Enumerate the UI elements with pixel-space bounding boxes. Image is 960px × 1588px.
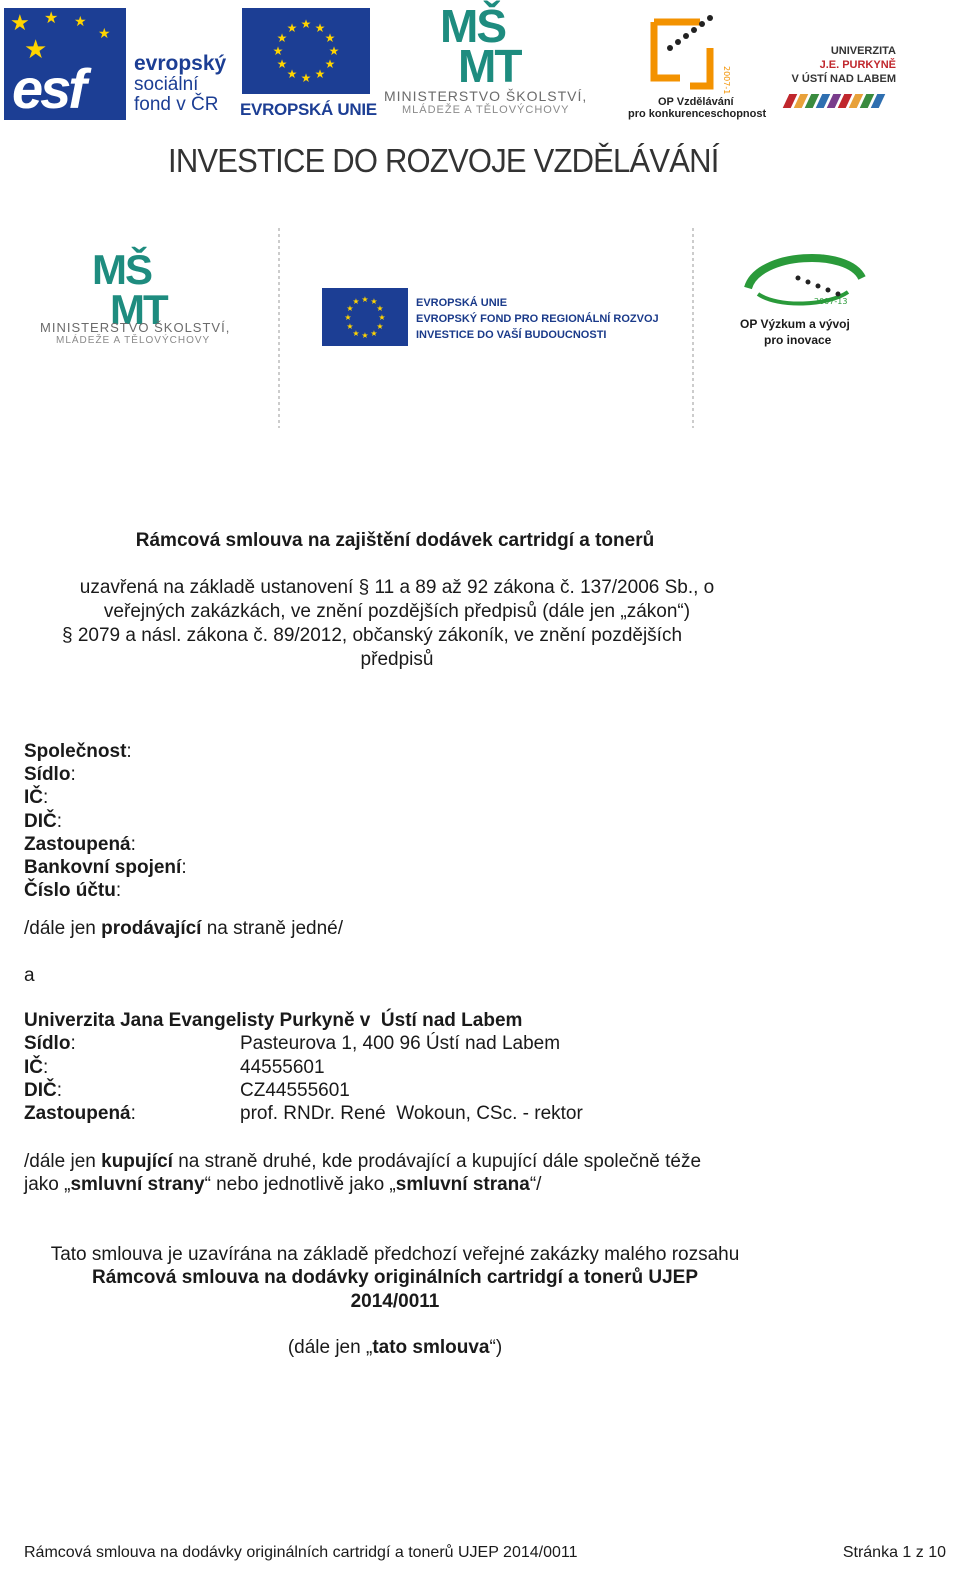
svg-text:★: ★ (324, 57, 336, 71)
field-colon: : (43, 787, 49, 809)
field-label-text: Sídlo (24, 1033, 71, 1055)
field-label (24, 1102, 240, 1125)
svg-text:★: ★ (376, 322, 384, 331)
field-label: DIČ (24, 810, 57, 832)
op-vzdelavani-text (628, 96, 766, 120)
svg-text:★: ★ (276, 57, 288, 71)
field-label (24, 1079, 240, 1102)
eu-fund-line1: EVROPSKÁ UNIE (416, 297, 508, 309)
buyer-field-row (24, 1102, 583, 1125)
msmt-mark-bottom: MT (458, 40, 521, 92)
note-bold: kupující (101, 1151, 173, 1172)
seller-field-row (24, 763, 187, 786)
eu-fund-text (416, 295, 659, 343)
seller-field-row (24, 810, 187, 833)
field-label-text: DIČ (24, 1079, 57, 1101)
field-colon: : (130, 833, 136, 855)
msmt-mark-top: MŠ (440, 0, 505, 52)
page-number: Stránka 1 z 10 (842, 1544, 946, 1561)
svg-text:★: ★ (300, 17, 312, 31)
note-bold: smluvní strana (395, 1174, 530, 1196)
field-colon: : (70, 764, 76, 786)
op2-years: 2007-13 (814, 297, 848, 306)
ujep-stripes-icon (786, 94, 885, 113)
buyer-field-row (24, 1079, 583, 1102)
msmt-logo-2 (92, 246, 167, 333)
ujep-line3: V ÚSTÍ NAD LABEM (791, 73, 896, 85)
svg-text:★: ★ (314, 67, 326, 81)
msmt2-line2: MLÁDEŽE A TĚLOVÝCHOVY (56, 335, 211, 346)
separator (692, 228, 694, 428)
page-footer (24, 1544, 946, 1562)
esf-line3: fond v ČR (134, 94, 219, 115)
msmt-line2: MLÁDEŽE A TĚLOVÝCHOVY (402, 104, 570, 116)
conjunction: a (24, 965, 35, 986)
buyer-field-row (24, 1056, 583, 1079)
note-text: “ nebo jednotlivě jako „ (204, 1174, 396, 1196)
seller-field-row (24, 740, 187, 763)
note-text: “/ (529, 1174, 542, 1196)
field-colon: : (115, 880, 122, 902)
basis-line: Tato smlouva je uzavírána na základě předchozí veřejné zakázky malého rozsahu (50, 1244, 740, 1265)
star-icon: ★ (98, 25, 111, 41)
svg-text:★: ★ (370, 329, 378, 338)
intro-line: uzavřená na základě ustanovení § 11 a 89 až 92 zákona č. 137/2006 Sb., o (79, 577, 715, 598)
field-colon: : (126, 741, 132, 762)
field-colon: : (181, 857, 187, 879)
investice-banner: INVESTICE DO ROZVOJE VZDĚLÁVÁNÍ (168, 142, 719, 180)
field-label: IČ (24, 787, 43, 809)
field-value: 44555601 (240, 1056, 325, 1078)
field-label: Společnost (24, 741, 127, 762)
msmt-line1: MINISTERSTVO ŠKOLSTVÍ, (384, 88, 588, 104)
short-name-bold: tato smlouva (372, 1337, 490, 1358)
star-icon: ★ (24, 34, 48, 64)
svg-text:★: ★ (272, 44, 284, 58)
note-text: /dále jen (24, 1151, 102, 1172)
msmt-text-2 (40, 320, 230, 346)
field-colon: : (70, 1033, 76, 1055)
svg-text:★: ★ (370, 297, 378, 306)
msmt2-line1: MINISTERSTVO ŠKOLSTVÍ, (40, 320, 231, 335)
field-colon: : (56, 810, 63, 832)
esf-logo (4, 8, 126, 120)
field-label-text: Zastoupená (24, 1103, 131, 1125)
seller-fields (24, 740, 187, 902)
note-bold: prodávající (101, 918, 202, 939)
short-name-text: “) (489, 1337, 503, 1358)
star-icon: ★ (10, 10, 30, 35)
op1-years: 2007-13 (722, 66, 731, 94)
seller-field-row (24, 856, 187, 879)
eu-caption: EVROPSKÁ UNIE (240, 100, 377, 119)
field-label-text: IČ (24, 1056, 43, 1078)
op-vzdelavani-logo (620, 8, 767, 120)
footer-title: Rámcová smlouva na dodávky originálních cartridgí a tonerů UJEP 2014/0011 (24, 1544, 578, 1561)
field-value: Pasteurova 1, 400 96 Ústí nad Labem (240, 1033, 561, 1055)
esf-line2: sociální (134, 74, 199, 95)
eu-stars-icon (322, 288, 408, 346)
svg-text:★: ★ (346, 322, 354, 331)
msmt-text (384, 88, 587, 116)
field-colon: : (130, 1103, 136, 1125)
separator (278, 228, 280, 428)
ujep-line2: J.E. PURKYNĚ (819, 59, 896, 71)
field-label (24, 1032, 240, 1055)
op2-line2: pro inovace (764, 333, 832, 347)
field-label: Číslo účtu (24, 880, 116, 902)
buyer-block (24, 1009, 583, 1125)
seller-field-row (24, 833, 187, 856)
buyer-field-row (24, 1032, 583, 1055)
field-label: Bankovní spojení (24, 857, 182, 879)
svg-text:★: ★ (352, 329, 360, 338)
eu-flag-icon (242, 8, 370, 94)
svg-text:★: ★ (378, 313, 386, 322)
msmt-logo (440, 0, 521, 92)
op-vzdelavani-icon (620, 8, 760, 94)
op-vyzkum-icon (738, 248, 868, 314)
short-name (0, 1336, 790, 1359)
svg-text:★: ★ (286, 21, 298, 35)
eu-fund-line3: INVESTICE DO VAŠÍ BUDOUCNOSTI (416, 329, 607, 341)
ujep-line1: UNIVERZITA (830, 45, 896, 57)
ujep-logo (786, 44, 896, 86)
buyer-note (24, 1150, 784, 1197)
op-vyzkum-logo (738, 248, 868, 358)
op1-line1: OP Vzdělávání (658, 96, 734, 108)
field-colon: : (56, 1079, 63, 1101)
msmt2-mark-bottom: MT (110, 286, 167, 333)
field-label (24, 1056, 240, 1079)
msmt2-mark-top: MŠ (92, 246, 151, 293)
note-text: jako „ (24, 1174, 71, 1196)
basis-line: Rámcová smlouva na dodávky originálních cartridgí a tonerů UJEP (91, 1267, 699, 1289)
field-colon: : (43, 1056, 49, 1078)
field-label: Sídlo (24, 764, 71, 786)
svg-text:★: ★ (276, 31, 288, 45)
svg-text:★: ★ (376, 304, 384, 313)
eu-flag-icon-2 (322, 288, 408, 346)
eu-fund-line2: EVROPSKÝ FOND PRO REGIONÁLNÍ ROZVOJ (416, 313, 659, 325)
svg-text:★: ★ (352, 297, 360, 306)
star-icon: ★ (44, 10, 59, 27)
intro-paragraph (30, 576, 764, 672)
seller-field-row (24, 786, 187, 809)
esf-mark: esf (12, 57, 84, 120)
basis-line: 2014/0011 (350, 1290, 440, 1312)
svg-text:★: ★ (314, 21, 326, 35)
esf-line1: evropský (134, 52, 227, 75)
note-text: na straně jedné/ (201, 918, 343, 939)
intro-line: předpisů (360, 649, 434, 670)
note-text: /dále jen (24, 918, 102, 939)
field-value: CZ44555601 (240, 1079, 350, 1101)
op-vyzkum-text (740, 316, 850, 348)
field-value: prof. RNDr. René Wokoun, CSc. - rektor (240, 1103, 583, 1125)
logo-header (0, 0, 960, 135)
svg-text:★: ★ (328, 44, 340, 58)
note-bold: smluvní strany (70, 1174, 205, 1196)
svg-text:★: ★ (286, 67, 298, 81)
svg-text:★: ★ (324, 31, 336, 45)
buyer-name: Univerzita Jana Evangelisty Purkyně v Ústí nad Labem (24, 1010, 523, 1031)
short-name-text: (dále jen „ (287, 1337, 373, 1358)
svg-text:★: ★ (361, 331, 369, 340)
field-label: Zastoupená (24, 833, 131, 855)
seller-note (24, 917, 343, 940)
seller-field-row (24, 879, 187, 902)
svg-text:★: ★ (300, 71, 312, 85)
note-text: na straně druhé, kde prodávající a kupující dále společně téže (172, 1151, 702, 1172)
basis-paragraph (0, 1243, 790, 1313)
page-title: Rámcová smlouva na zajištění dodávek cartridgí a tonerů (135, 530, 655, 551)
op1-line2: pro konkurenceschopnost (628, 108, 767, 120)
intro-line: veřejných zakázkách, ve znění pozdějších předpisů (dále jen „zákon“) (103, 601, 691, 622)
svg-text:★: ★ (346, 304, 354, 313)
eu-stars-icon (242, 8, 370, 94)
svg-text:★: ★ (361, 295, 369, 304)
esf-text (134, 54, 226, 115)
op2-line1: OP Výzkum a vývoj (740, 317, 850, 331)
star-icon: ★ (74, 13, 87, 29)
svg-text:★: ★ (344, 313, 352, 322)
intro-line: § 2079 a násl. zákona č. 89/2012, občanský zákoník, ve znění pozdějších (62, 625, 683, 646)
